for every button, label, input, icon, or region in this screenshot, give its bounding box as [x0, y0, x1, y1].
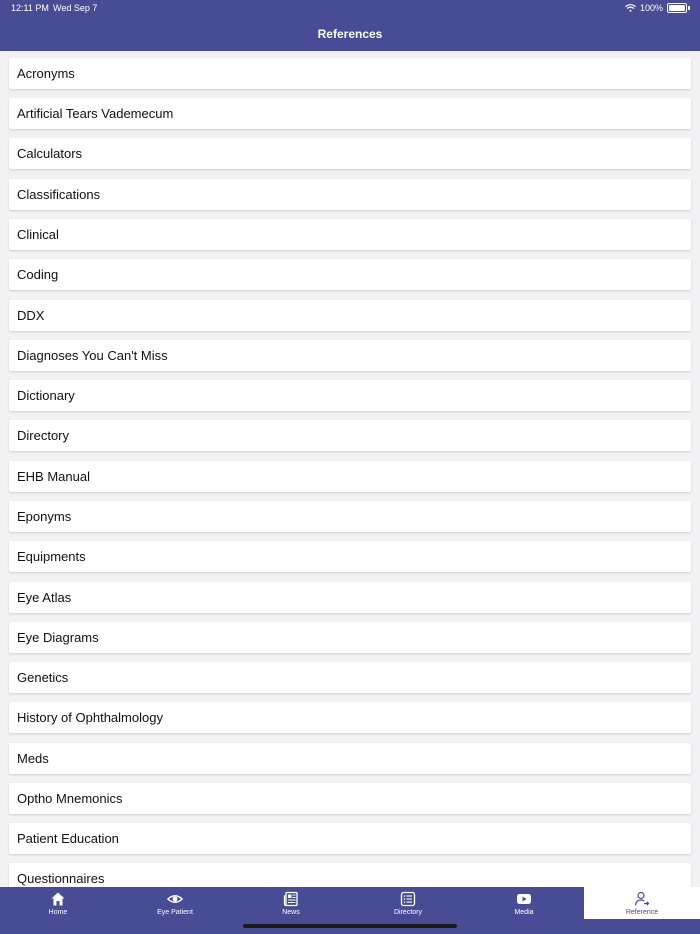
list-item-label: History of Ophthalmology	[17, 710, 163, 725]
status-indicators	[625, 3, 690, 13]
tab-home[interactable]	[0, 887, 116, 919]
tab-label: Reference	[625, 909, 659, 916]
home-indicator	[243, 924, 457, 928]
list-item-label: Clinical	[17, 227, 59, 242]
nav-header	[0, 16, 700, 51]
user-reference-icon	[634, 891, 650, 907]
tab-reference[interactable]	[584, 887, 700, 919]
battery-tip	[688, 6, 690, 10]
battery-icon	[667, 3, 687, 13]
list-item-label: Patient Education	[17, 831, 119, 846]
list-item-label: Dictionary	[17, 388, 75, 403]
list-item-meds[interactable]	[9, 743, 691, 774]
play-icon	[516, 891, 532, 907]
tab-label: Media	[514, 909, 534, 916]
list-item-label: Optho Mnemonics	[17, 791, 123, 806]
tab-media[interactable]	[466, 887, 582, 919]
list-item-diagnoses[interactable]	[9, 340, 691, 371]
list-item-label: Artificial Tears Vademecum	[17, 106, 174, 121]
list-item-dictionary[interactable]	[9, 380, 691, 411]
tab-label: Home	[48, 909, 68, 916]
list-item-label: Equipments	[17, 549, 86, 564]
list-item-label: Meds	[17, 751, 49, 766]
list-item-artificial-tears[interactable]	[9, 98, 691, 129]
status-bar	[0, 0, 700, 16]
list-item-label: Questionnaires	[17, 871, 105, 886]
list-item-eye-diagrams[interactable]	[9, 622, 691, 653]
eye-icon	[167, 891, 183, 907]
list-item-label: Eye Diagrams	[17, 630, 99, 645]
home-icon	[50, 891, 66, 907]
list-item-label: Classifications	[17, 187, 101, 202]
list-item-label: Eye Atlas	[17, 590, 72, 605]
list-item-label: Eponyms	[17, 509, 72, 524]
list-item-coding[interactable]	[9, 259, 691, 290]
tab-label: News	[282, 909, 300, 916]
reference-list	[0, 51, 700, 887]
status-date: Wed Sep 7	[53, 3, 98, 13]
list-item-optho-mnemonics[interactable]	[9, 783, 691, 814]
list-item-eye-atlas[interactable]	[9, 582, 691, 613]
battery-percent: 100%	[639, 3, 663, 13]
list-item-history[interactable]	[9, 702, 691, 733]
list-item-questionnaires[interactable]	[9, 863, 691, 887]
tab-directory[interactable]	[350, 887, 466, 919]
list-item-genetics[interactable]	[9, 662, 691, 693]
list-item-label: DDX	[17, 308, 45, 323]
page-title: References	[317, 26, 383, 41]
list-item-patient-education[interactable]	[9, 823, 691, 854]
list-item-label: Coding	[17, 267, 59, 282]
list-item-eponyms[interactable]	[9, 501, 691, 532]
tab-news[interactable]	[233, 887, 349, 919]
list-item-directory[interactable]	[9, 420, 691, 451]
list-item-label: Directory	[17, 428, 70, 443]
list-item-ehb-manual[interactable]	[9, 461, 691, 492]
tab-eye-patient[interactable]	[117, 887, 233, 919]
list-icon	[400, 891, 416, 907]
list-item-label: Calculators	[17, 146, 83, 161]
list-item-acronyms[interactable]	[9, 58, 691, 89]
list-item-label: Genetics	[17, 670, 69, 685]
wifi-icon	[625, 4, 636, 12]
status-time: 12:11 PM	[11, 3, 49, 13]
tab-label: Eye Patient	[157, 909, 193, 916]
list-item-label: Acronyms	[17, 66, 75, 81]
list-item-label: Diagnoses You Can't Miss	[17, 348, 168, 363]
tab-label: Directory	[393, 909, 422, 916]
newspaper-icon	[283, 891, 299, 907]
list-item-calculators[interactable]	[9, 138, 691, 169]
list-item-clinical[interactable]	[9, 219, 691, 250]
list-item-classifications[interactable]	[9, 179, 691, 210]
list-item-equipments[interactable]	[9, 541, 691, 572]
list-item-ddx[interactable]	[9, 300, 691, 331]
list-item-label: EHB Manual	[17, 469, 90, 484]
